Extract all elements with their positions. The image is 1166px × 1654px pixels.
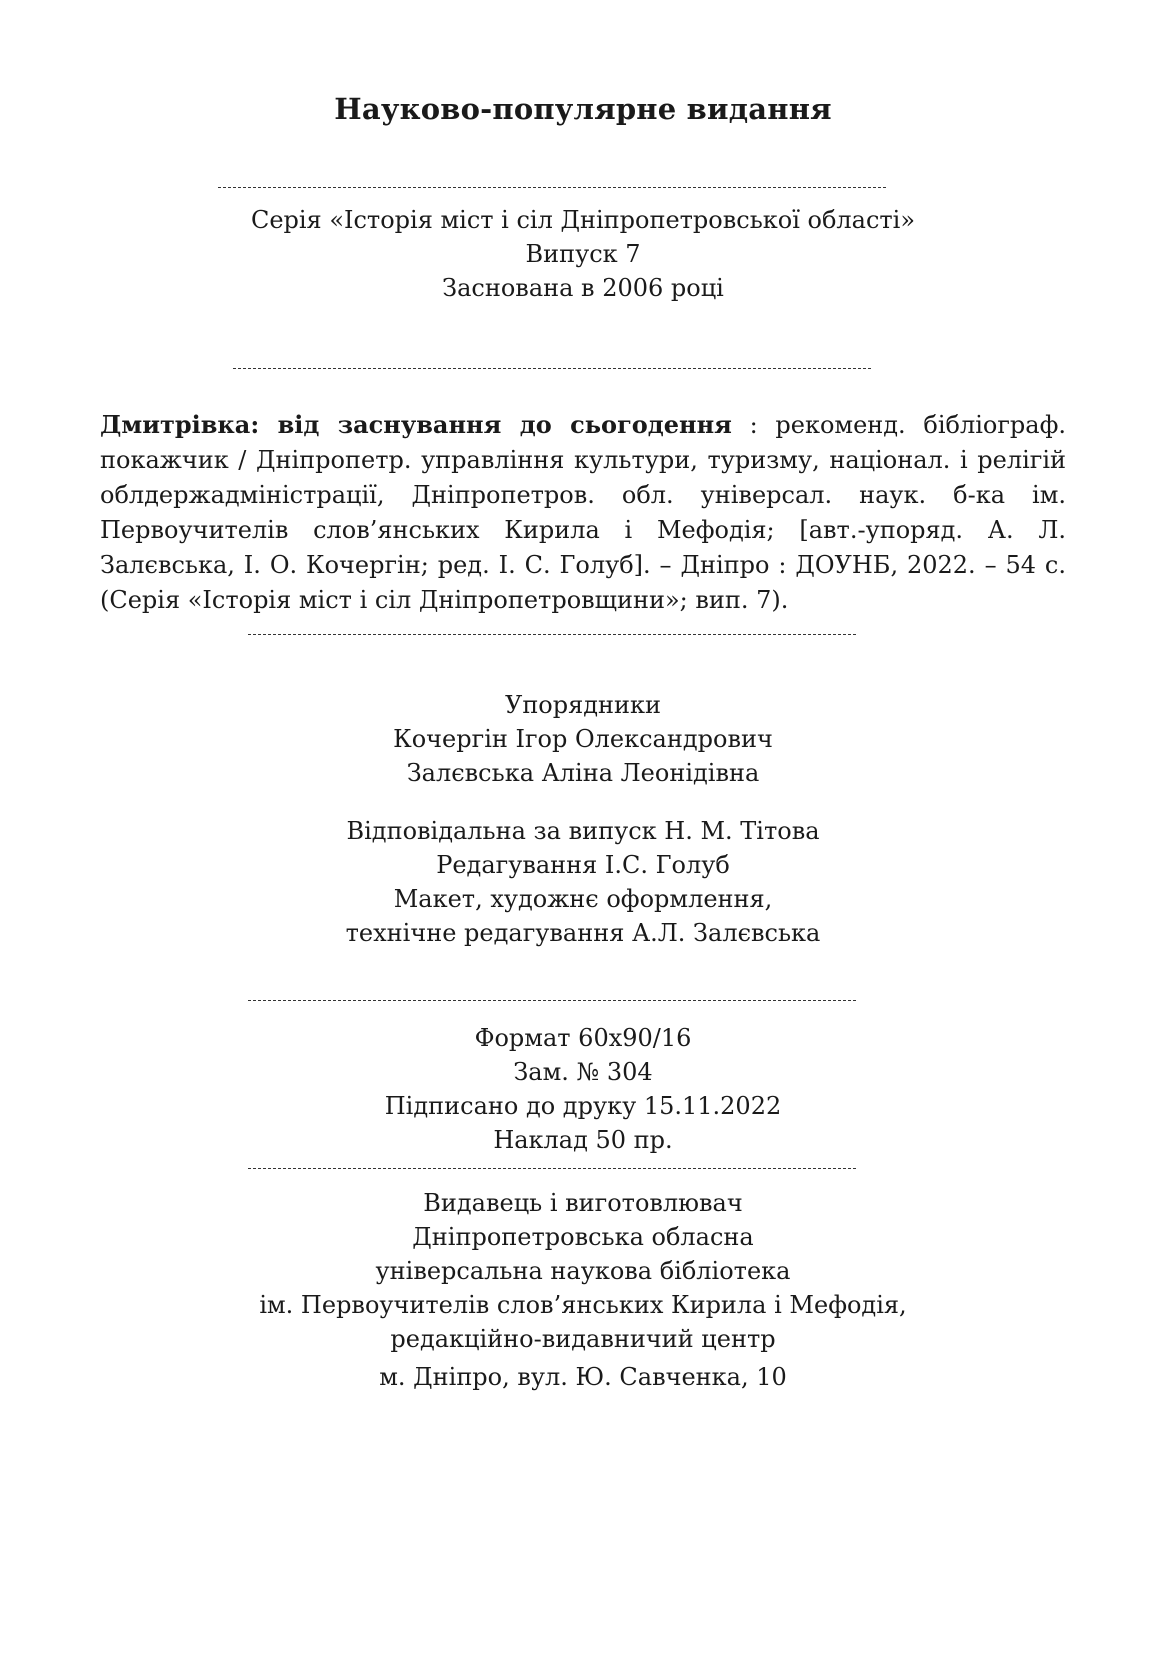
publisher-name: універсальна наукова бібліотека [375,1257,791,1285]
bibliographic-details: : рекоменд. бібліограф. покажчик / Дніпропетр. управління культури, туризму, націонал. і релігій облдержадміністрації, Дніпропетров. обл. універсал. наук. б-ка ім. Первоучителів слов’янських Кирила і Мефодія; [авт.-упоряд. А. Л. Залєвська, І. О. Кочергін; ред. І. С. Голуб]. – Дніпро : ДОУНБ, 2022. – 54 с. (Серія «Історія міст і сіл Дніпропетровщини»; вип. 7). [100,411,1066,614]
series-info [0,203,1166,305]
compiler-name: Кочергін Ігор Олександрович [393,725,773,753]
technical-editing-credit: технічне редагування А.Л. Залєвська [345,919,821,947]
compilers-section [0,688,1166,790]
divider-2 [233,368,871,369]
publisher-section [0,1186,1166,1394]
layout-credit: Макет, художнє оформлення, [393,885,773,913]
editing-credit: Редагування І.С. Голуб [436,851,730,879]
series-name: Серія «Історія міст і сіл Дніпропетровської області» [250,206,916,234]
page-title: Науково-популярне видання [334,92,832,126]
publisher-name: Дніпропетровська обласна [412,1223,754,1251]
series-founded: Заснована в 2006 році [442,274,724,302]
responsible-editor: Відповідальна за випуск Н. М. Тітова [346,817,820,845]
bibliographic-description [100,407,1066,618]
print-format: Формат 60х90/16 [474,1024,692,1052]
publisher-label: Видавець і виготовлювач [423,1189,743,1217]
order-number: Зам. № 304 [513,1058,653,1086]
responsibility-section [0,814,1166,950]
divider-5 [248,1168,856,1169]
divider-4 [248,1000,856,1001]
print-details [0,1021,1166,1157]
print-run: Наклад 50 пр. [493,1126,673,1154]
divider-1 [218,187,886,188]
bibliographic-title: Дмитрівка: від заснування до сьогодення [100,410,732,439]
signed-for-print: Підписано до друку 15.11.2022 [384,1092,782,1120]
publisher-name: ім. Первоучителів слов’янських Кирила і Мефодія, [259,1291,907,1319]
publisher-address: м. Дніпро, вул. Ю. Савченка, 10 [379,1363,787,1391]
compiler-name: Залєвська Аліна Леонідівна [406,759,760,787]
series-issue: Випуск 7 [525,240,641,268]
compilers-label: Упорядники [504,691,662,719]
publisher-department: редакційно-видавничий центр [390,1325,776,1353]
divider-3 [248,634,856,635]
